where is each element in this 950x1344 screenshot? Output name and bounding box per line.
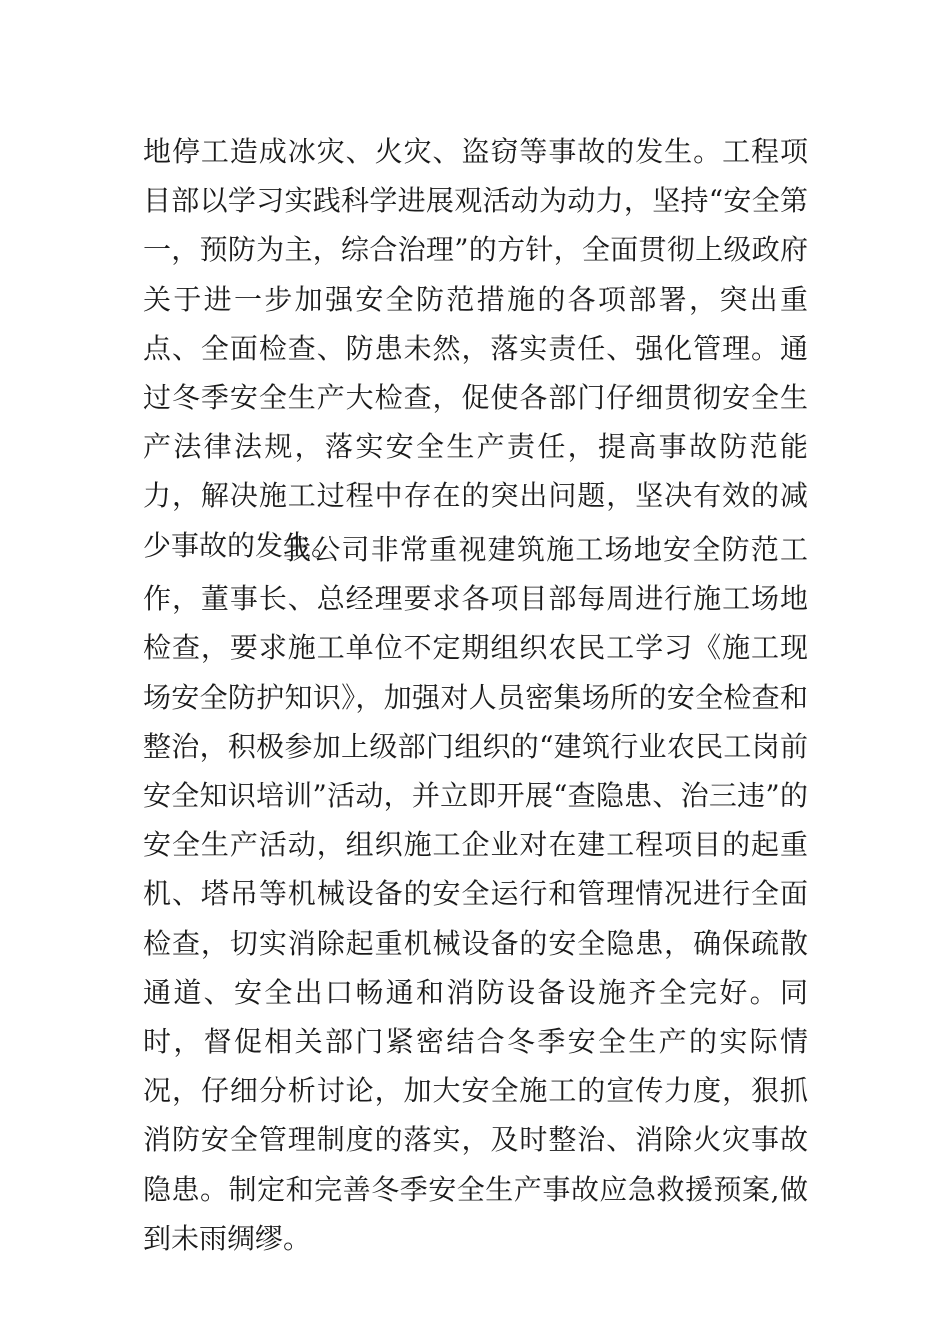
body-paragraph-2: 我公司非常重视建筑施工场地安全防范工作，董事长、总经理要求各项目部每周进行施工场地检查，要求施工单位不定期组织农民工学习《施工现场安全防护知识》，加强对人员密集场所的安全检查和整治，积极参加上级部门组织的“建筑行业农民工岗前安全知识培训”活动，并立即开展“查隐患、治三违”的安全生产活动，组织施工企业对在建工程项目的起重机、塔吊等机械设备的安全运行和管理情况进行全面检查，切实消除起重机械设备的安全隐患，确保疏散通道、安全出口畅通和消防设备设施齐全完好。同时，督促相关部门紧密结合冬季安全生产的实际情况，仔细分析讨论，加大安全施工的宣传力度，狠抓消防安全管理制度的落实，及时整治、消除火灾事故隐患。制定和完善冬季安全生产事故应急救援预案,做到未雨绸缪。 [143, 533, 808, 1255]
body-paragraph-1: 地停工造成冰灾、火灾、盗窃等事故的发生。工程项目部以学习实践科学进展观活动为动力，坚持“安全第一，预防为主，综合治理”的方针，全面贯彻上级政府关于进一步加强安全防范措施的各项部署，突出重点、全面检查、防患未然，落实责任、强化管理。通过冬季安全生产大检查，促使各部门仔细贯彻安全生产法律法规，落实安全生产责任，提高事故防范能力，解决施工过程中存在的突出问题，坚决有效的减少事故的发生。 [143, 135, 808, 562]
